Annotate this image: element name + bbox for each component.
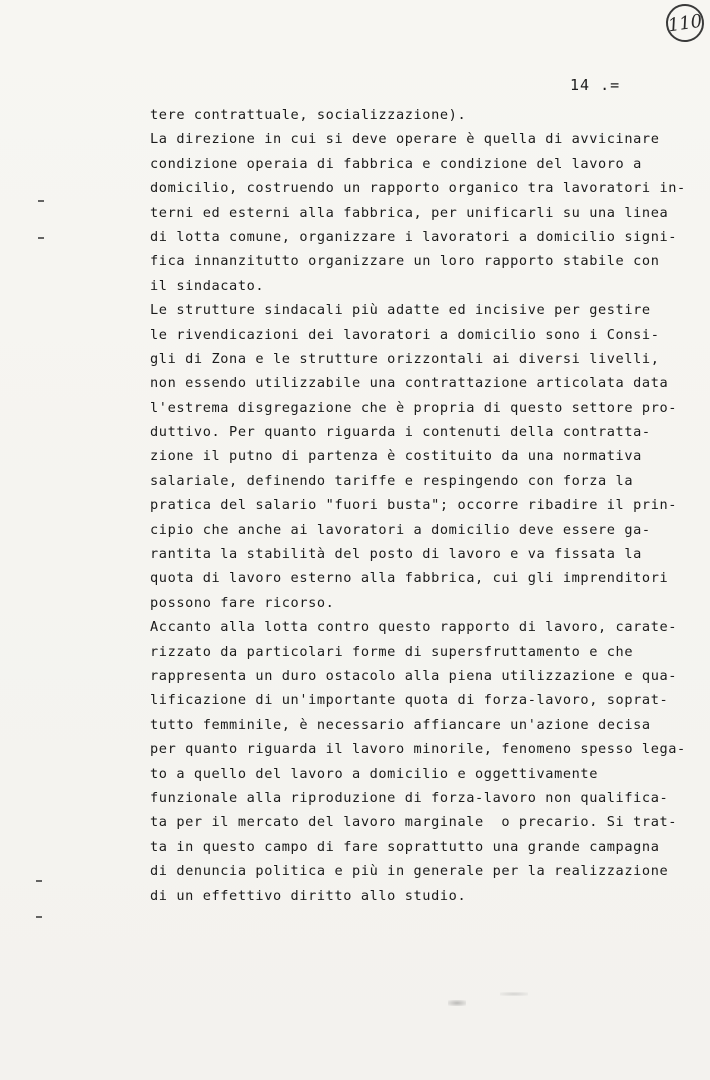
text-line: possono fare ricorso. bbox=[150, 594, 335, 611]
text-line: non essendo utilizzabile una contrattazione articolata data bbox=[150, 375, 669, 392]
text-line: gli di Zona e le strutture orizzontali ai diversi livelli, bbox=[150, 350, 660, 367]
ink-smudge bbox=[448, 1000, 466, 1006]
text-line: tere contrattuale, socializzazione). bbox=[150, 107, 467, 123]
margin-mark bbox=[38, 237, 44, 239]
text-line: lificazione di un'importante quota di forza-lavoro, soprat- bbox=[150, 692, 669, 709]
text-line: l'estrema disgregazione che è propria di questo settore pro- bbox=[150, 399, 678, 416]
text-line: per quanto riguarda il lavoro minorile, fenomeno spesso lega- bbox=[150, 741, 686, 758]
text-line: Accanto alla lotta contro questo rapporto di lavoro, carate- bbox=[150, 619, 678, 636]
text-line: rantita la stabilità del posto di lavoro e va fissata la bbox=[150, 546, 642, 563]
text-line: La direzione in cui si deve operare è quella di avvicinare bbox=[150, 131, 660, 148]
folio-stamp: 110 bbox=[664, 2, 707, 45]
margin-mark bbox=[36, 916, 42, 918]
text-line: condizione operaia di fabbrica e condizione del lavoro a bbox=[150, 155, 642, 172]
text-line: di un effettivo diritto allo studio. bbox=[150, 887, 467, 904]
text-line: rappresenta un duro ostacolo alla piena utilizzazione e qua- bbox=[150, 667, 678, 684]
margin-mark bbox=[38, 200, 44, 202]
text-line: le rivendicazioni dei lavoratori a domicilio sono i Consi- bbox=[150, 326, 660, 343]
typewritten-body bbox=[150, 103, 686, 908]
text-line: ta in questo campo di fare soprattutto una grande campagna bbox=[150, 838, 660, 855]
text-line: di denuncia politica e più in generale per la realizzazione bbox=[150, 863, 669, 880]
text-line: di lotta comune, organizzare i lavoratori a domicilio signi- bbox=[150, 228, 678, 245]
text-line: tutto femminile, è necessario affiancare un'azione decisa bbox=[150, 716, 651, 733]
ink-smudge bbox=[500, 992, 528, 996]
margin-mark bbox=[36, 880, 42, 882]
text-line: quota di lavoro esterno alla fabbrica, cui gli imprenditori bbox=[150, 570, 669, 587]
page-number: 14 .= bbox=[570, 76, 621, 94]
text-line: zione il putno di partenza è costituito da una normativa bbox=[150, 448, 642, 465]
text-line: duttivo. Per quanto riguarda i contenuti della contratta- bbox=[150, 424, 651, 441]
text-line: salariale, definendo tariffe e respingendo con forza la bbox=[150, 472, 634, 489]
text-line: rizzato da particolari forme di supersfruttamento e che bbox=[150, 643, 634, 660]
text-line: to a quello del lavoro a domicilio e oggettivamente bbox=[150, 765, 598, 782]
text-line: funzionale alla riproduzione di forza-lavoro non qualifica- bbox=[150, 789, 669, 806]
text-line: fica innanzitutto organizzare un loro rapporto stabile con bbox=[150, 253, 660, 270]
text-line: pratica del salario "fuori busta"; occorre ribadire il prin- bbox=[150, 497, 678, 514]
text-line: domicilio, costruendo un rapporto organico tra lavoratori in- bbox=[150, 180, 686, 197]
text-line: ta per il mercato del lavoro marginale o precario. Si trat- bbox=[150, 814, 678, 831]
text-line: il sindacato. bbox=[150, 277, 265, 294]
text-line: Le strutture sindacali più adatte ed incisive per gestire bbox=[150, 302, 651, 319]
text-line: cipio che anche ai lavoratori a domicilio deve essere ga- bbox=[150, 521, 651, 538]
text-line: terni ed esterni alla fabbrica, per unificarli su una linea bbox=[150, 204, 669, 221]
